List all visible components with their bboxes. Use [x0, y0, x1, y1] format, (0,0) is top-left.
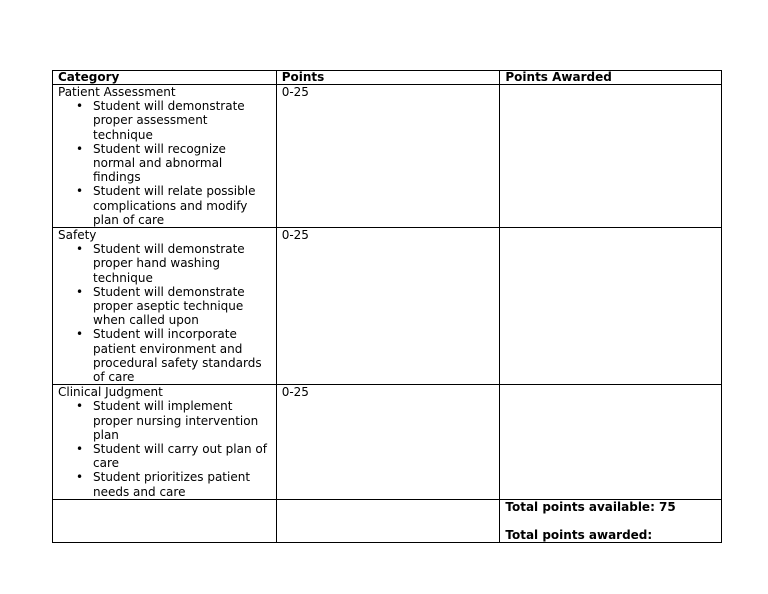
totals-cell [500, 499, 722, 542]
table-row [53, 85, 722, 228]
table-row [53, 228, 722, 385]
table-row [53, 385, 722, 500]
awarded-cell [500, 85, 722, 228]
empty-cell [276, 499, 500, 542]
awarded-cell [500, 228, 722, 385]
category-title: Safety [58, 228, 97, 243]
criteria-item: • Student will incorporate patient environment and procedural safety standards of care [93, 327, 271, 384]
criteria-item: • Student will demonstrate proper aseptic technique when called upon [93, 285, 271, 328]
rubric-table [52, 70, 722, 543]
criteria-list [58, 99, 271, 227]
header-points-awarded: Points Awarded [500, 71, 722, 85]
empty-cell [53, 499, 277, 542]
criteria-item: • Student will carry out plan of care [93, 442, 271, 470]
criteria-list [58, 242, 271, 384]
header-category: Category [53, 71, 277, 85]
category-cell [53, 385, 277, 500]
total-points-awarded: Total points awarded: [505, 528, 653, 543]
criteria-item: • Student will implement proper nursing intervention plan [93, 399, 271, 442]
criteria-item: • Student will demonstrate proper assessment technique [93, 99, 271, 142]
total-points-available: Total points available: 75 [505, 499, 676, 514]
criteria-item: • Student prioritizes patient needs and care [93, 470, 271, 498]
awarded-cell [500, 385, 722, 500]
category-cell [53, 85, 277, 228]
totals-row [53, 499, 722, 542]
header-row [53, 71, 722, 85]
criteria-item: • Student will relate possible complications and modify plan of care [93, 184, 271, 227]
category-title: Clinical Judgment [58, 385, 163, 400]
criteria-item: • Student will demonstrate proper hand washing technique [93, 242, 271, 285]
points-cell: 0-25 [276, 228, 500, 385]
header-points: Points [276, 71, 500, 85]
points-cell: 0-25 [276, 85, 500, 228]
criteria-item: • Student will recognize normal and abnormal findings [93, 142, 271, 185]
points-cell: 0-25 [276, 385, 500, 500]
category-title: Patient Assessment [58, 85, 176, 99]
spacer [505, 514, 716, 528]
category-cell [53, 228, 277, 385]
criteria-list [58, 399, 271, 498]
